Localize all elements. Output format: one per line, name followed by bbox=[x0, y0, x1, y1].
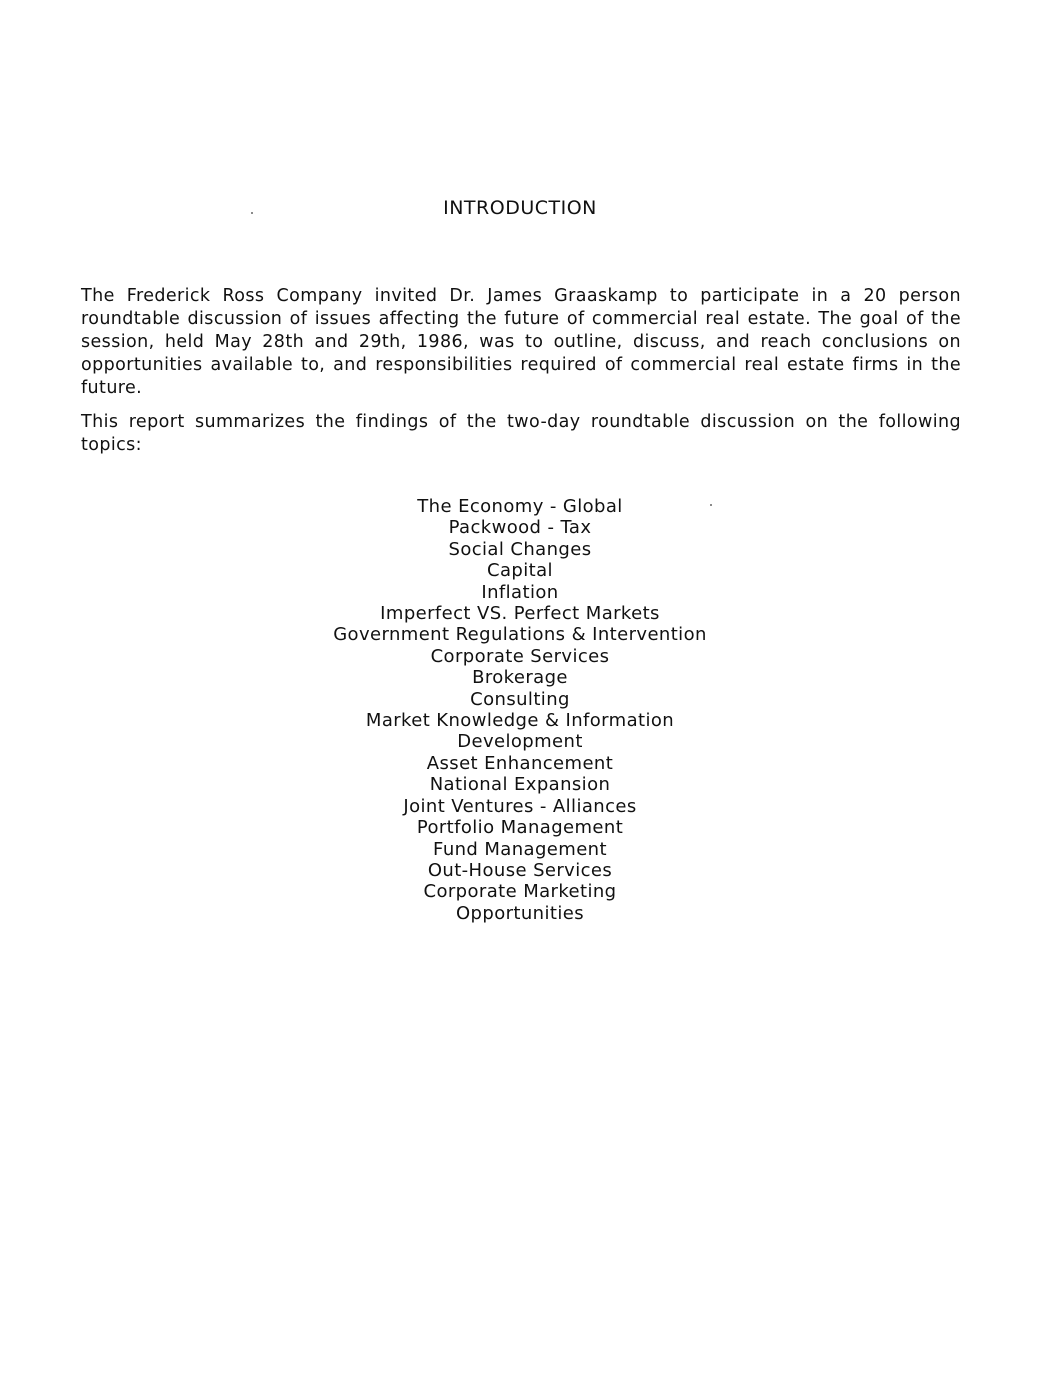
topic-list bbox=[0, 496, 1040, 924]
list-item: Opportunities bbox=[455, 902, 585, 924]
intro-paragraph: The Frederick Ross Company invited Dr. James Graaskamp to participate in a 20 person roundtable discussion of issues affecting the future of commercial real estate. The goal of the session, held May 28th and 29th, 1986, was to outline, discuss, and reach conclusions on opportunities available to, and responsibilities required of commercial real estate firms in the future. bbox=[81, 286, 961, 398]
scan-speck bbox=[251, 212, 253, 214]
list-item: Asset Enhancement bbox=[426, 752, 614, 774]
list-item: Social Changes bbox=[448, 538, 592, 560]
list-item: Joint Ventures - Alliances bbox=[403, 795, 637, 817]
page-title: INTRODUCTION bbox=[443, 197, 597, 219]
summary-paragraph: This report summarizes the findings of the two-day roundtable discussion on the following topics: bbox=[81, 412, 961, 455]
list-item: The Economy - Global bbox=[417, 496, 623, 517]
list-item: Consulting bbox=[470, 688, 570, 710]
list-item: Packwood - Tax bbox=[448, 517, 592, 539]
list-item: Out-House Services bbox=[427, 859, 613, 881]
list-item: National Expansion bbox=[429, 774, 611, 796]
list-item: Brokerage bbox=[472, 667, 568, 689]
list-item: Imperfect VS. Perfect Markets bbox=[380, 603, 660, 625]
list-item: Inflation bbox=[481, 581, 559, 603]
list-item: Market Knowledge & Information bbox=[365, 710, 675, 732]
list-item: Corporate Marketing bbox=[423, 881, 617, 903]
list-item: Capital bbox=[487, 560, 553, 582]
list-item: Corporate Services bbox=[430, 645, 610, 667]
list-item: Portfolio Management bbox=[416, 817, 624, 839]
list-item: Fund Management bbox=[433, 838, 607, 860]
scan-speck bbox=[710, 504, 712, 506]
list-item: Government Regulations & Intervention bbox=[333, 624, 707, 646]
list-item: Development bbox=[457, 731, 583, 753]
